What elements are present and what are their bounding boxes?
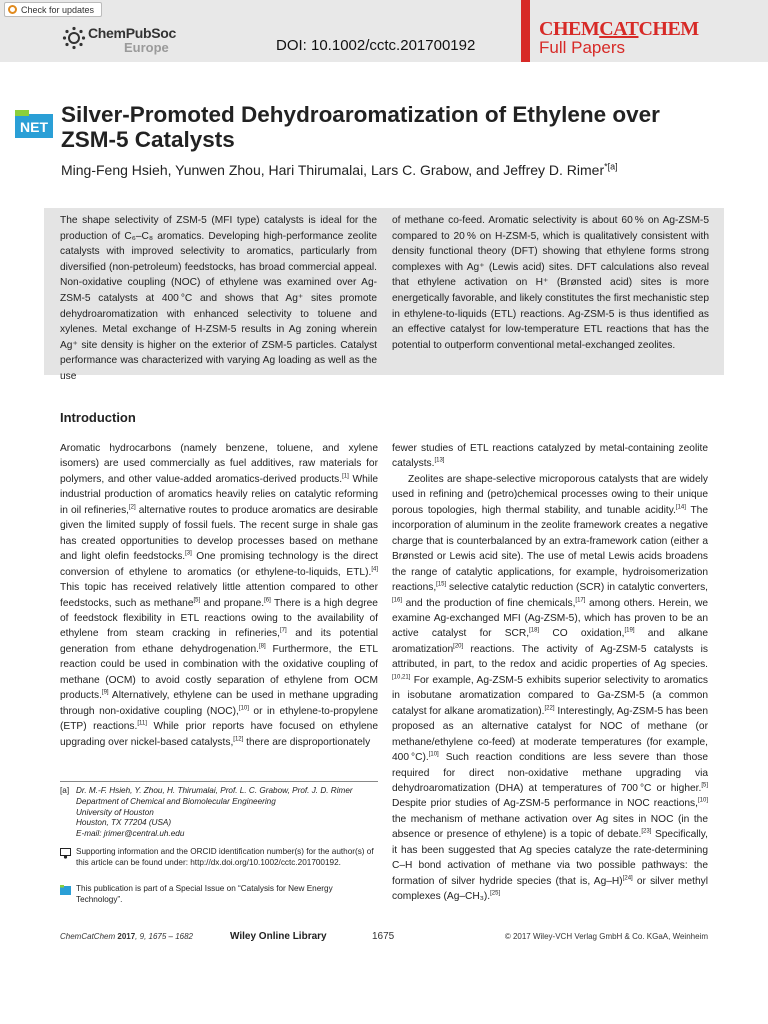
body-left-column [60, 441, 378, 750]
affiliation-line: University of Houston [76, 807, 154, 817]
author-list [61, 162, 741, 178]
abstract-left-column: The shape selectivity of ZSM-5 (MFI type) catalysts is ideal for the production of C₆–C₈ aromatics. Developing high-performance zeolite catalysts with improved selectivity to aromatics, particularly from diversified (non-petroleum) feedstocks, has broad commercial appeal. Non-oxidative coupling (NOC) of ethylene was examined over Ag-ZSM-5 catalysts at 400 °C and shows that Ag⁺ sites promote dehydroaromatization with enhanced selectivity to toluene and xylenes. Metal exchange of H-ZSM-5 results in Ag zoning wherein Ag⁺ site density is higher on the exterior of ZSM-5 particles. Catalyst performance was characterized with varying Ag loading as well as the use [60, 215, 377, 382]
update-icon [8, 5, 17, 14]
journal-name-part2: CAT [599, 18, 639, 40]
abstract-box [44, 208, 724, 382]
svg-text:NET: NET [20, 119, 48, 135]
brand-name: ChemPubSoc [88, 25, 177, 41]
footer-year: 2017 [117, 932, 136, 941]
body-paragraph: fewer studies of ETL reactions catalyzed by metal-containing zeolite catalysts.[13] [392, 443, 708, 470]
journal-accent-bar [521, 0, 530, 62]
article-title: Silver-Promoted Dehydroaromatization of Ethylene over ZSM-5 Catalysts [61, 102, 660, 152]
orcid-icon [60, 848, 71, 859]
body-paragraph: Aromatic hydrocarbons (namely benzene, toluene, and xylene isomers) are used commercially as fuel additives, raw materials for polymers, and other value-added aromatics-derived products.[1] While industrial production of aromatics heavily relies on catalytic reforming in oil refineries,[2] alternative routes to produce aromatics are desirable given the limited supply of fossil fuels. The recent surge in shale gas has created opportunities to develop processes based on methane and light olefin feedstocks.[3] One promising technology is the direct conversion of ethylene to aromatics (or ethylene-to-liquids, ETL).[4] This topic has received relatively little attention compared to other feedstocks, such as methane[5] and propane.[6] There is a high degree of feedstock flexibility in ETL reactions owing to the availability of ethylene from steam cracking in refineries,[7] and its potential generation from ethane dehydrogenation.[8] Furthermore, the ETL reaction could be used in combination with the oxidative coupling of methane (OCM) to avoid costly separation of ethylene from OCM products.[9] Alternatively, ethylene can be used in methane upgrading through non-oxidative coupling (NOC),[10] or in ethylene-to-propylene (ETP) reactions.[11] While prior reports have focused on ethylene upgrading over nickel-based catalysts,[12] there are disproportionately [60, 443, 379, 748]
wiley-online-library-link[interactable]: Wiley Online Library [230, 931, 327, 942]
abstract-right-column: of methane co-feed. Aromatic selectivity is about 60 % on Ag-ZSM-5 compared to 20 % on H-ZSM-5, which is qualitatively consistent with density functional theory (DFT) showing that ethylene forms strong complexes with Ag⁺ (Lewis acid) sites. DFT calculations also reveal that ethylene activation on H⁺ (Brønsted acid) sites is more energetically favorable, and likely constitutes the first mechanistic step in ethylene-to-liquids (ETL) reactions. Ag-ZSM-5 is thus identified as an effective catalyst for low-temperature ETL reactions that has the potential to outperform conventional metal-exchanged zeolites. [392, 215, 709, 351]
section-heading: Introduction [60, 410, 136, 425]
affiliation-line: Houston, TX 77204 (USA) [76, 818, 172, 828]
net-small-icon [60, 885, 71, 896]
article-section: Full Papers [539, 38, 625, 57]
footnote-divider [60, 781, 378, 782]
body-right-column [392, 441, 708, 905]
affiliation-line: Department of Chemical and Biomolecular Engineering [76, 796, 276, 806]
affiliation-body [76, 786, 376, 840]
supporting-info-text[interactable]: Supporting information and the ORCID identification number(s) for the author(s) of this article can be found under: http://dx.doi.org/10.1002/cctc.201700192. [76, 847, 374, 867]
check-for-updates-label: Check for updates [21, 5, 95, 15]
citation-line [60, 932, 193, 941]
corresponding-mark: *[a] [604, 161, 618, 172]
author-names: Ming-Feng Hsieh, Yunwen Zhou, Hari Thirumalai, Lars C. Grabow, and Jeffrey D. Rimer [61, 162, 605, 178]
journal-name-part1: CHEM [539, 18, 600, 40]
copyright-notice: © 2017 Wiley-VCH Verlag GmbH & Co. KGaA, Weinheim [504, 932, 708, 941]
journal-name-part3: CHEM [638, 18, 699, 40]
footer-journal: ChemCatChem [60, 932, 116, 941]
affiliation-line: Dr. M.-F. Hsieh, Y. Zhou, H. Thirumalai, Prof. L. C. Grabow, Prof. J. D. Rimer [76, 786, 353, 795]
affiliation-email[interactable]: E-mail: jrimer@central.uh.edu [76, 829, 185, 839]
page-number: 1675 [372, 931, 395, 942]
footer-volume: , 9, 1675 – 1682 [135, 932, 193, 941]
brand-region: Europe [124, 40, 169, 55]
special-issue-text: This publication is part of a Special Issue on “Catalysis for New Energy Technology”. [76, 884, 333, 904]
check-for-updates-button[interactable] [4, 2, 102, 17]
affiliation-tag: [a] [60, 786, 70, 795]
chempubsoc-logo-icon [62, 26, 86, 50]
net-special-issue-icon [15, 110, 53, 142]
doi-link[interactable]: DOI: 10.1002/cctc.201700192 [276, 37, 476, 54]
body-paragraph: Zeolites are shape-selective microporous catalysts that are widely used in refining and (petro)chemical processes owing to their unique porous topologies, high thermal stability, and tunable acidity.[14] The incorporation of aluminum in the zeolite framework creates a negative charge that is counterbalanced by an extra-framework cation (either a Brønsted or Lewis acid site). The use of metal Lewis acids broadens the range of catalytic applications, for example, hydroisomerization reactions,[15] selective catalytic reduction (SCR) in catalytic converters,[16] and the production of fine chemicals,[17] among others. Herein, we examine Ag-exchanged MFI (Ag-ZSM-5), which has proven to be an active catalyst for SCR,[18] CO oxidation,[19] and alkane aromatization[20] reactions. The activity of Ag-ZSM-5 catalysts is attributed, in part, to the redox and acidic properties of Ag species.[10,21] For example, Ag-ZSM-5 exhibits superior selectivity to aromatics in isobutane aromatization compared to Ga-ZSM-5 (a common catalyst for alkane aromatization).[22] Interestingly, Ag-ZSM-5 has been proposed as an alternative catalyst for NOC of methane (or methane/ethylene co-feed) at moderate temperatures (for example, 400 °C).[10] Such reaction conditions are less severe than those required for direct non-oxidative methane upgrading via dehydroaromatization (DHA) at temperatures of 700 °C or higher.[5] Despite prior studies of Ag-ZSM-5 performance in NOC reactions,[10] the mechanism of methane activation over Ag sites in NOC (in the absence or presence of ethylene) is a topic of debate.[23] Specifically, it has been suggested that Ag species catalyze the rate-determining C–H bond activation of methane via two possible pathways: the formation of silver hydride species (that is, Ag–H)[24] or silver methyl complexes (Ag–CH₃).[25] [392, 473, 709, 903]
